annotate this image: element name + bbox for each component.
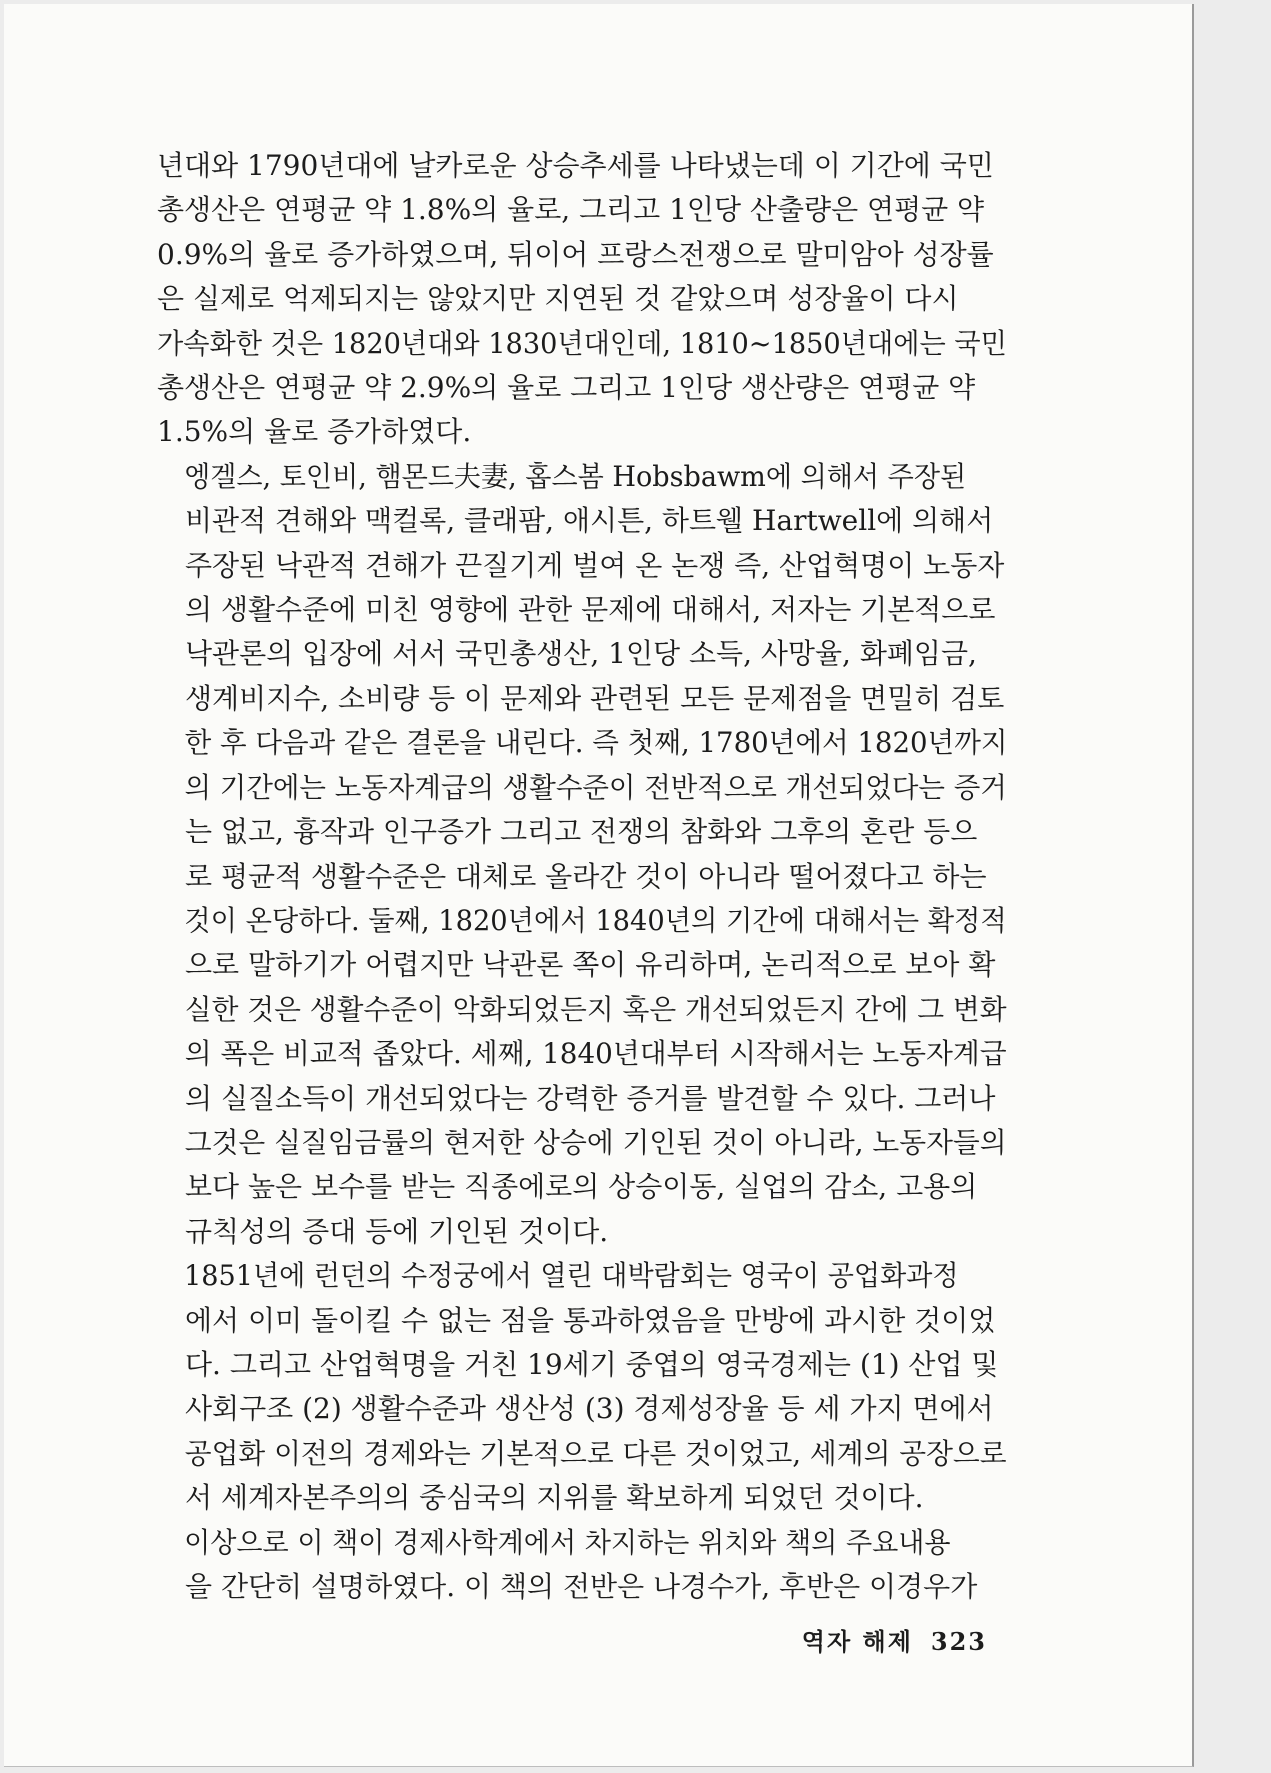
text-line: 0.9%의 율로 증가하였으며, 뒤이어 프랑스전쟁으로 말미암아 성장률 [157, 237, 994, 271]
text-line: 을 간단히 설명하였다. 이 책의 전반은 나경수가, 후반은 이경우가 [185, 1570, 978, 1603]
paragraph [157, 1254, 1007, 1520]
text-line: 사회구조 (2) 생활수준과 생산성 (3) 경제성장율 등 세 가지 면에서 [185, 1392, 994, 1426]
text-line: 그것은 실질임금률의 현저한 상승에 기인된 것이 아니라, 노동자들의 [184, 1125, 1007, 1159]
text-line: 규칙성의 증대 등에 기인된 것이다. [185, 1214, 609, 1248]
text-line: 실한 것은 생활수준이 악화되었든지 혹은 개선되었든지 간에 그 변화 [184, 992, 1007, 1026]
text-line: 다. 그리고 산업혁명을 거친 19세기 중엽의 영국경제는 (1) 산업 및 [185, 1347, 999, 1381]
text-line: 것이 온당하다. 둘째, 1820년에서 1840년의 기간에 대해서는 확정적 [184, 903, 1007, 937]
text-line: 의 생활수준에 미친 영향에 관한 문제에 대해서, 저자는 기본적으로 [185, 593, 996, 627]
text-line: 주장된 낙관적 견해가 끈질기게 벌여 온 논쟁 즉, 산업혁명이 노동자 [185, 548, 1005, 582]
text-line: 1.5%의 율로 증가하였다. [157, 415, 472, 449]
text-line: 으로 말하기가 어렵지만 낙관론 쪽이 유리하며, 논리적으로 보아 확 [185, 948, 996, 982]
page-number: 323 [930, 1627, 987, 1656]
text-line: 총생산은 연평균 약 1.8%의 율로, 그리고 1인당 산출량은 연평균 약 [157, 193, 985, 227]
paragraph [157, 144, 1007, 455]
text-line: 에서 이미 돌이킬 수 없는 점을 통과하였음을 만방에 과시한 것이었 [185, 1303, 996, 1337]
text-line: 이상으로 이 책이 경제사학계에서 차지하는 위치와 책의 주요내용 [184, 1525, 951, 1559]
text-line: 의 기간에는 노동자계급의 생활수준이 전반적으로 개선되었다는 증거 [184, 770, 1007, 804]
text-line: 생계비지수, 소비량 등 이 문제와 관련된 모든 문제점을 면밀히 검토 [185, 681, 1005, 715]
text-line: 1851년에 런던의 수정궁에서 열린 대박람회는 영국이 공업화과정 [184, 1259, 959, 1293]
text-line: 년대와 1790년대에 날카로운 상승추세를 나타냈는데 이 기간에 국민 [157, 149, 994, 182]
text-line: 엥겔스, 토인비, 햄몬드夫妻, 홉스봄 Hobsbawm에 의해서 주장된 [184, 459, 967, 493]
paragraph [157, 1521, 1007, 1610]
paragraph [157, 455, 1007, 1254]
text-line: 보다 높은 보수를 받는 직종에로의 상승이동, 실업의 감소, 고용의 [185, 1170, 978, 1204]
text-line: 공업화 이전의 경제와는 기본적으로 다른 것이었고, 세계의 공장으로 [184, 1436, 1007, 1470]
text-line: 비관적 견해와 맥컬록, 클래팜, 애시튼, 하트웰 Hartwell에 의해서 [185, 504, 994, 538]
text-line: 총생산은 연평균 약 2.9%의 율로 그리고 1인당 생산량은 연평균 약 [157, 371, 976, 405]
text-line: 한 후 다음과 같은 결론을 내린다. 즉 첫째, 1780년에서 1820년까지 [184, 726, 1008, 760]
text-line: 서 세계자본주의의 중심국의 지위를 확보하게 되었던 것이다. [185, 1481, 924, 1515]
text-line: 가속화한 것은 1820년대와 1830년대인데, 1810~1850년대에는 국민 [157, 326, 1007, 360]
body-text [157, 144, 1007, 1609]
text-line: 의 폭은 비교적 좁았다. 세째, 1840년대부터 시작해서는 노동자계급 [184, 1037, 1007, 1071]
text-line: 로 평균적 생활수준은 대체로 올라간 것이 아니라 떨어졌다고 하는 [185, 859, 987, 893]
running-footer-title: 역자 해제 [801, 1627, 913, 1656]
page-footer [802, 1622, 987, 1657]
text-line: 는 없고, 흉작과 인구증가 그리고 전쟁의 참화와 그후의 혼란 등으 [185, 815, 978, 849]
text-line: 은 실제로 억제되지는 않았지만 지연된 것 같았으며 성장율이 다시 [157, 282, 959, 316]
document-page [4, 4, 1194, 1767]
text-line: 낙관론의 입장에 서서 국민총생산, 1인당 소득, 사망율, 화폐임금, [185, 637, 977, 671]
text-line: 의 실질소득이 개선되었다는 강력한 증거를 발견할 수 있다. 그러나 [185, 1081, 996, 1115]
